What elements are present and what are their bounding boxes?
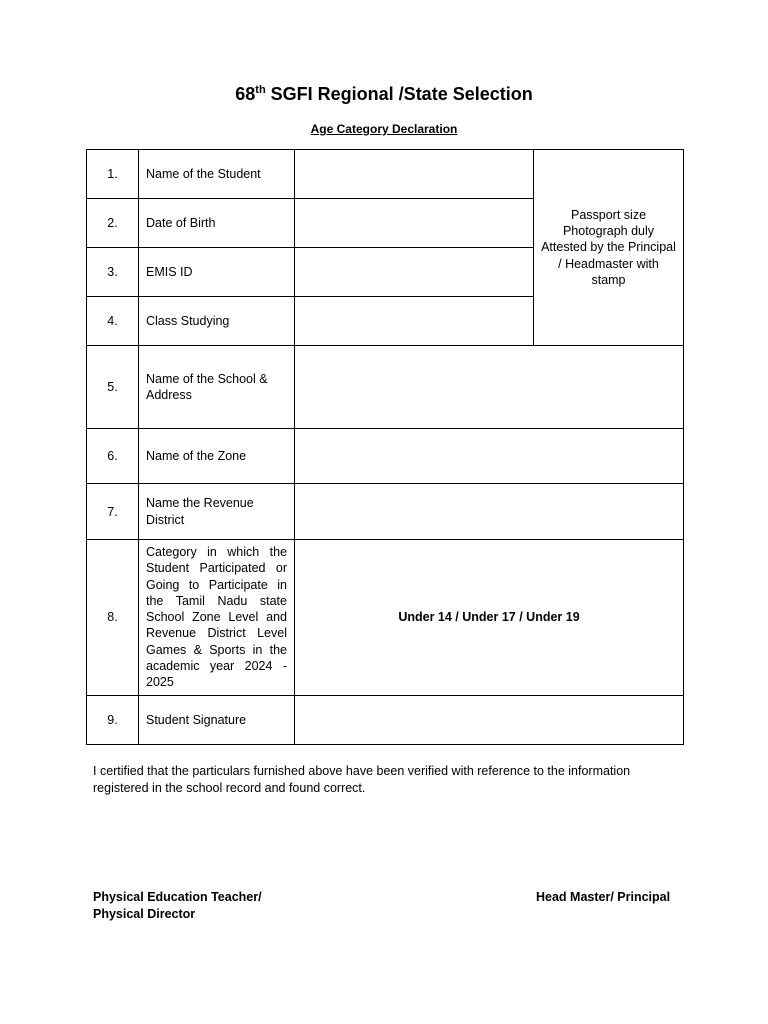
table-row bbox=[87, 429, 684, 484]
row-label: Student Signature bbox=[139, 695, 295, 744]
title-superscript: th bbox=[255, 84, 266, 96]
row-label: Name of the School & Address bbox=[139, 346, 295, 429]
date-of-birth-field[interactable] bbox=[295, 199, 534, 248]
student-name-field[interactable] bbox=[295, 150, 534, 199]
pe-teacher-signature-label bbox=[93, 889, 262, 922]
signature-label-line: Physical Director bbox=[93, 906, 196, 921]
row-label: Class Studying bbox=[139, 297, 295, 346]
revenue-district-field[interactable] bbox=[295, 484, 684, 540]
passport-photo-box bbox=[534, 150, 684, 346]
page-title bbox=[0, 84, 768, 105]
row-label: Category in which the Student Participated or Going to Participate in the Tamil Nadu state School Zone Level and Revenue District Level Games & Sports in the academic year 2024 - 2025 bbox=[139, 540, 295, 696]
row-label: Name of the Student bbox=[139, 150, 295, 199]
row-number: 5. bbox=[87, 346, 139, 429]
student-signature-field[interactable] bbox=[295, 695, 684, 744]
row-label: Date of Birth bbox=[139, 199, 295, 248]
row-label: Name of the Zone bbox=[139, 429, 295, 484]
form-subtitle: Age Category Declaration bbox=[310, 122, 458, 136]
table-row bbox=[87, 484, 684, 540]
declaration-table bbox=[86, 149, 684, 745]
row-number: 6. bbox=[87, 429, 139, 484]
school-address-field[interactable] bbox=[295, 346, 684, 429]
emis-id-field[interactable] bbox=[295, 248, 534, 297]
row-label: EMIS ID bbox=[139, 248, 295, 297]
row-number: 2. bbox=[87, 199, 139, 248]
headmaster-signature-label: Head Master/ Principal bbox=[536, 890, 671, 904]
title-number: 68 bbox=[235, 84, 256, 104]
row-number: 4. bbox=[87, 297, 139, 346]
row-number: 1. bbox=[87, 150, 139, 199]
row-label: Name the Revenue District bbox=[139, 484, 295, 540]
table-row bbox=[87, 695, 684, 744]
signature-label-line: Physical Education Teacher/ bbox=[93, 890, 262, 904]
row-number: 9. bbox=[87, 695, 139, 744]
age-category-options: Under 14 / Under 17 / Under 19 bbox=[295, 540, 684, 696]
row-number: 8. bbox=[87, 540, 139, 696]
certification-text: I certified that the particulars furnished above have been verified with reference to the information registered in the school record and found correct. bbox=[93, 764, 631, 795]
table-row bbox=[87, 150, 684, 199]
zone-field[interactable] bbox=[295, 429, 684, 484]
title-text: SGFI Regional /State Selection bbox=[265, 84, 533, 104]
photo-instructions: Passport size Photograph duly Attested by the Principal / Headmaster with stamp bbox=[541, 207, 676, 287]
table-row bbox=[87, 346, 684, 429]
row-number: 7. bbox=[87, 484, 139, 540]
class-studying-field[interactable] bbox=[295, 297, 534, 346]
row-number: 3. bbox=[87, 248, 139, 297]
table-row bbox=[87, 540, 684, 696]
